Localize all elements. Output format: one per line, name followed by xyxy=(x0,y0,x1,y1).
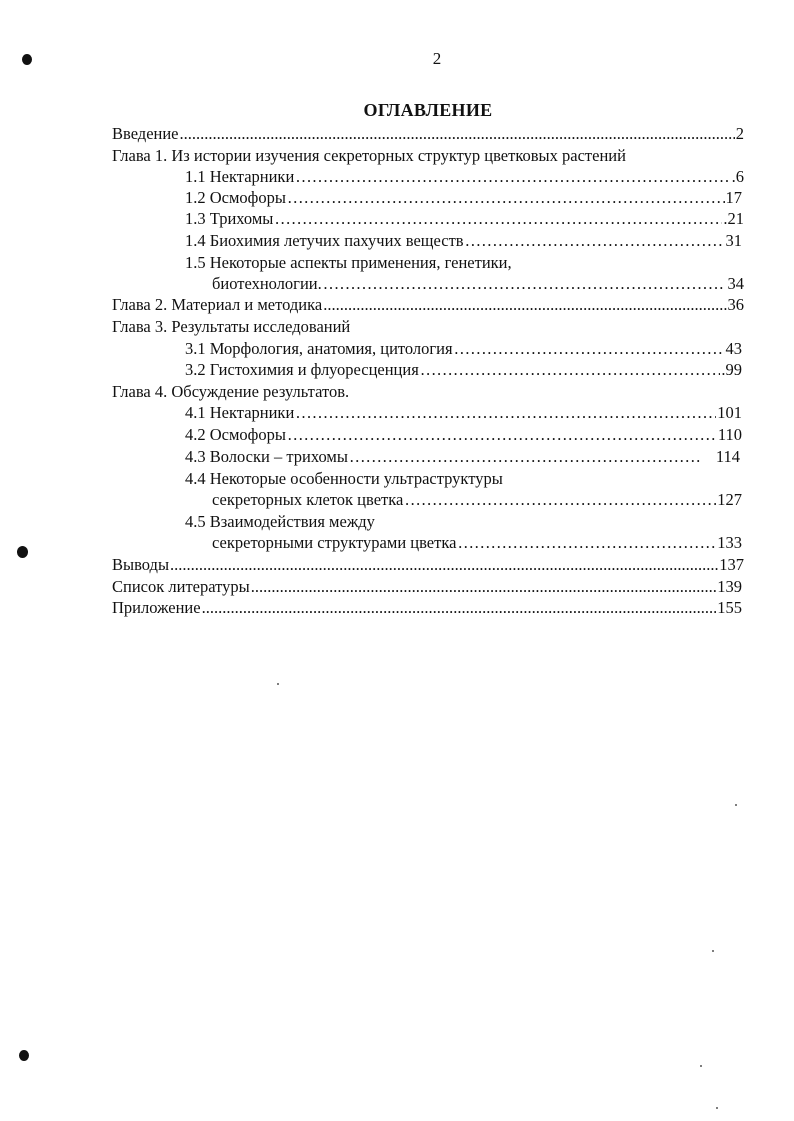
toc-entry-label: 4.3 Волоски – трихомы xyxy=(185,447,348,466)
toc-leader xyxy=(465,231,725,251)
toc-entry-label: Выводы xyxy=(112,555,170,574)
toc-leader xyxy=(457,533,716,553)
toc-entry-3-1 xyxy=(185,339,742,359)
toc-leader xyxy=(454,339,725,359)
toc-entry-4-1 xyxy=(185,403,742,423)
toc-entry-page: 17 xyxy=(725,188,742,207)
toc-entry-label: 3.1 Морфология, анатомия, цитология xyxy=(185,339,453,358)
toc-leader xyxy=(287,425,717,445)
toc-leader xyxy=(349,447,702,467)
toc-entry-label: 4.1 Нектарники xyxy=(185,403,295,422)
toc-entry-1-3 xyxy=(185,209,744,229)
toc-entry-label: 1.4 Биохимия летучих пахучих веществ xyxy=(185,231,464,250)
toc-entry-4-3 xyxy=(185,447,740,467)
toc-entry-label: Глава 3. Результаты исследований xyxy=(112,317,351,336)
toc-entry-label: секреторными структурами цветка xyxy=(212,533,457,552)
toc-entry-page: .21 xyxy=(723,209,744,228)
toc-leader xyxy=(170,555,718,575)
toc-entry-4-4 xyxy=(185,469,744,489)
toc-entry-page: . 34 xyxy=(719,274,744,293)
binder-hole-mark-bottom xyxy=(19,1050,29,1061)
toc-leader xyxy=(202,598,717,618)
toc-entry-3-2 xyxy=(185,360,742,380)
toc-leader xyxy=(323,274,719,294)
toc-entry-label: 4.5 Взаимодействия между xyxy=(185,512,375,531)
scan-speck xyxy=(712,950,714,952)
toc-entry-4-5-cont xyxy=(212,533,742,553)
toc-entry-label: 1.1 Нектарники xyxy=(185,167,295,186)
toc-entry-label: биотехнологии. xyxy=(212,274,322,293)
toc-leader xyxy=(251,577,717,597)
toc-entry-label: Глава 1. Из истории изучения секреторных структур цветковых растений xyxy=(112,146,626,165)
toc-entry-chapter-4 xyxy=(112,382,744,402)
toc-entry-label: Список литературы xyxy=(112,577,250,596)
toc-entry-label: Глава 2. Материал и методика xyxy=(112,295,323,314)
toc-entry-page: 36 xyxy=(727,295,744,314)
toc-entry-references xyxy=(112,577,742,597)
toc-leader xyxy=(287,188,725,208)
toc-leader xyxy=(295,403,716,423)
toc-entry-1-5 xyxy=(185,253,744,273)
toc-entry-chapter-1 xyxy=(112,146,744,166)
toc-entry-1-5-cont xyxy=(212,274,744,294)
toc-entry-label: Введение xyxy=(112,124,179,143)
toc-entry-page: 2 xyxy=(735,124,744,143)
scan-speck xyxy=(700,1065,702,1067)
toc-leader xyxy=(323,295,726,315)
toc-entry-4-4-cont xyxy=(212,490,742,510)
toc-leader xyxy=(420,360,721,380)
toc-entry-chapter-3 xyxy=(112,317,744,337)
toc-entry-page: 43 xyxy=(725,339,742,358)
toc-entry-appendix xyxy=(112,598,742,618)
toc-leader xyxy=(295,167,730,187)
toc-entry-introduction xyxy=(112,124,744,144)
toc-entry-1-1 xyxy=(185,167,744,187)
binder-hole-mark-middle xyxy=(17,546,28,558)
toc-entry-1-2 xyxy=(185,188,742,208)
toc-entry-label: Глава 4. Обсуждение результатов. xyxy=(112,382,350,401)
toc-entry-page: 155 xyxy=(717,598,742,617)
scan-speck xyxy=(716,1107,718,1109)
toc-entry-page: 139 xyxy=(717,577,742,596)
toc-entry-label: секреторных клеток цветка xyxy=(212,490,404,509)
toc-entry-page: 114 xyxy=(715,447,740,466)
toc-entry-chapter-2 xyxy=(112,295,744,315)
page-number: 2 xyxy=(432,49,442,68)
toc-entry-4-2 xyxy=(185,425,742,445)
toc-leader xyxy=(274,209,722,229)
toc-entry-page: 137 xyxy=(719,555,744,574)
toc-entry-page: 101 xyxy=(717,403,742,422)
toc-entry-page: .99 xyxy=(721,360,742,379)
toc-entry-1-4 xyxy=(185,231,742,251)
toc-entry-4-5 xyxy=(185,512,744,532)
toc-entry-page: 127 xyxy=(717,490,742,509)
toc-entry-conclusions xyxy=(112,555,744,575)
toc-leader xyxy=(404,490,716,510)
toc-entry-page: 133 xyxy=(717,533,742,552)
scan-speck xyxy=(277,683,279,685)
scan-speck xyxy=(735,804,737,806)
toc-entry-page: .6 xyxy=(731,167,744,186)
toc-entry-page: 31 xyxy=(725,231,742,250)
toc-title: ОГЛАВЛЕНИЕ xyxy=(363,100,493,120)
toc-entry-label: 4.4 Некоторые особенности ультраструктуры xyxy=(185,469,503,488)
toc-entry-label: 1.2 Осмофоры xyxy=(185,188,286,207)
toc-entry-page: 110 xyxy=(717,425,742,444)
toc-entry-label: 1.3 Трихомы xyxy=(185,209,274,228)
toc-entry-label: Приложение xyxy=(112,598,201,617)
binder-hole-mark-top xyxy=(22,54,32,65)
toc-entry-label: 1.5 Некоторые аспекты применения, генетики, xyxy=(185,253,512,272)
toc-leader xyxy=(180,124,735,144)
toc-entry-label: 4.2 Осмофоры xyxy=(185,425,286,444)
toc-entry-label: 3.2 Гистохимия и флуоресценция xyxy=(185,360,419,379)
